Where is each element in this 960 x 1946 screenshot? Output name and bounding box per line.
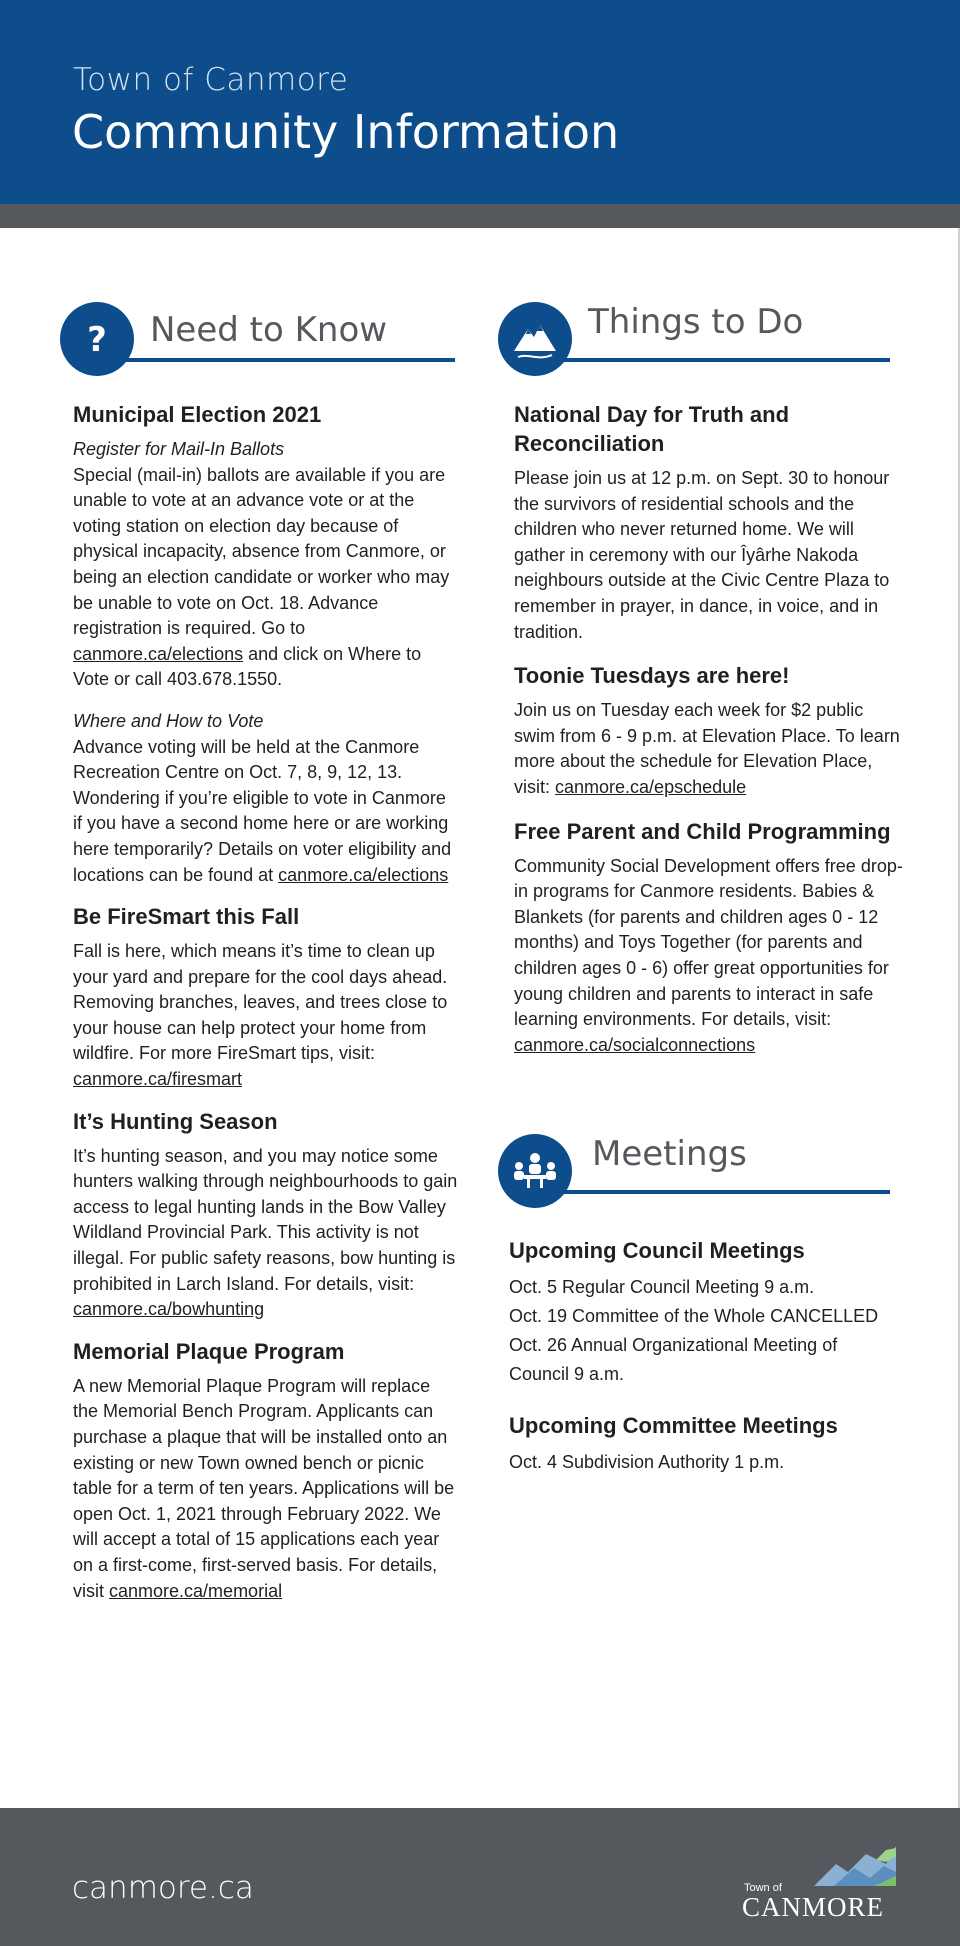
article-subheading: Register for Mail-In Ballots: [73, 439, 285, 459]
header-divider-bar: [0, 204, 960, 228]
article-body: It’s hunting season, and you may notice some hunters walking through neighbourhoods to gain access to legal hunting lands in the Bow Valley Wildland Provincial Park. This activity is not illegal. For public safety reasons, bow hunting is prohibited in Larch Island. For details, visit: canmore.ca/bowhunting: [73, 1145, 458, 1320]
article-title: Municipal Election 2021: [73, 402, 322, 427]
header-town-name: Town of Canmore: [73, 62, 349, 98]
article-title: Memorial Plaque Program: [73, 1338, 345, 1364]
article-title: Upcoming Council Meetings: [509, 1238, 805, 1263]
article-body: Community Social Development offers free drop-in programs for Canmore residents. Babies & Blankets (for parents and children ages 0 - 12 months) and Toys Together (for parents and children ages 0 - 6) offer great opportunities for young children and parents to interact in safe learning environments. For details, visit: canmore.ca/socialconnections: [514, 855, 903, 1055]
svg-text:?: ?: [87, 320, 107, 359]
plaque-article: [73, 1337, 458, 1604]
footer: [0, 1808, 960, 1946]
epschedule-link[interactable]: canmore.ca/epschedule: [555, 776, 747, 797]
meeting-item: Oct. 26 Annual Organizational Meeting of Council 9 a.m.: [509, 1335, 838, 1384]
toonie-tuesdays-article: [514, 661, 904, 800]
article-subheading: Where and How to Vote: [73, 710, 264, 731]
parent-child-article: [514, 817, 904, 1059]
election-article: [73, 400, 458, 888]
footer-website: canmore.ca: [72, 1870, 254, 1906]
section-title: Meetings: [592, 1134, 747, 1174]
meetings-heading: [498, 1134, 890, 1214]
article-body: Advance voting will be held at the Canmore Recreation Centre on Oct. 7, 8, 9, 12, 13. Wondering if you’re eligible to vote in Canmore if you have a second home here or are working here temporarily? Details on voter eligibility and locations can be found at canmore.ca/elections: [73, 736, 452, 885]
meeting-item: Oct. 19 Committee of the Whole CANCELLED: [509, 1306, 879, 1326]
hunting-article: [73, 1107, 458, 1323]
socialconnections-link[interactable]: canmore.ca/socialconnections: [514, 1034, 756, 1055]
meeting-table-icon: [498, 1134, 572, 1208]
canmore-logo: [742, 1846, 904, 1922]
need-to-know-heading: [60, 302, 455, 382]
mountain-river-icon: [498, 302, 572, 376]
firesmart-article: [73, 902, 458, 1093]
article-body: Fall is here, which means it’s time to clean up your yard and prepare for the cool days ahead. Removing branches, leaves, and trees close to your house can help protect your home from wildfire. For more FireSmart tips, visit: canmore.ca/firesmart: [73, 941, 448, 1090]
article-title: National Day for Truth and Reconciliation: [514, 402, 790, 456]
header-banner: [0, 0, 960, 204]
truth-reconciliation-article: [514, 400, 904, 645]
committee-meetings: [509, 1411, 904, 1477]
need-to-know-column: [73, 400, 458, 1618]
article-title: Free Parent and Child Programming: [514, 818, 891, 844]
section-title: Things to Do: [588, 302, 804, 342]
elections-link-2[interactable]: canmore.ca/elections: [278, 864, 449, 885]
article-title: It’s Hunting Season: [73, 1108, 278, 1134]
section-underline: [560, 358, 890, 362]
section-underline: [560, 1190, 890, 1194]
things-to-do-column: [514, 400, 904, 1074]
firesmart-link[interactable]: canmore.ca/firesmart: [73, 1069, 243, 1090]
page-title: Community Information: [72, 105, 620, 159]
meeting-item: Oct. 5 Regular Council Meeting 9 a.m.: [509, 1277, 815, 1297]
section-underline: [122, 358, 455, 362]
section-title: Need to Know: [150, 310, 388, 350]
article-body: Please join us at 12 p.m. on Sept. 30 to honour the survivors of residential schools and the children who never returned home. We will gather in ceremony with our Îyârhe Nakoda neighbours outside at the Civic Centre Plaza to remember in prayer, in dance, in voice, and in tradition.: [514, 468, 890, 642]
things-to-do-heading: [498, 302, 890, 382]
article-title: Upcoming Committee Meetings: [509, 1413, 838, 1438]
council-meetings: [509, 1236, 904, 1389]
mountain-logo-icon: [814, 1846, 896, 1886]
meetings-column: [509, 1236, 904, 1493]
article-body: Join us on Tuesday each week for $2 public swim from 6 - 9 p.m. at Elevation Place. To learn more about the schedule for Elevation Place, visit: canmore.ca/epschedule: [514, 700, 900, 797]
article-title: Be FireSmart this Fall: [73, 904, 300, 930]
article-title: Toonie Tuesdays are here!: [514, 663, 790, 689]
elections-link[interactable]: canmore.ca/elections: [73, 643, 244, 664]
logo-canmore: CANMORE: [742, 1892, 885, 1922]
logo-town-of: Town of: [744, 1882, 782, 1894]
bowhunting-link[interactable]: canmore.ca/bowhunting: [73, 1299, 265, 1320]
article-body: Special (mail-in) ballots are available if you are unable to vote at an advance vote or at the voting station on election day because of physical incapacity, absence from Canmore, or being an election candidate or worker who may be unable to vote on Oct. 18. Advance registration is required. Go to canmore.ca/elections and click on Where to Vote or call 403.678.1550.: [73, 464, 450, 690]
article-body: A new Memorial Plaque Program will replace the Memorial Bench Program. Applicants can purchase a plaque that will be installed onto an existing or new Town owned bench or picnic table for a term of ten years. Applications will be open Oct. 1, 2021 through February 2022. We will accept a total of 15 applications each year on a first-come, first-served basis. For details, visit canmore.ca/memorial: [73, 1375, 455, 1601]
meeting-item: Oct. 4 Subdivision Authority 1 p.m.: [509, 1452, 785, 1472]
memorial-link[interactable]: canmore.ca/memorial: [109, 1580, 283, 1601]
question-icon: [60, 302, 134, 376]
